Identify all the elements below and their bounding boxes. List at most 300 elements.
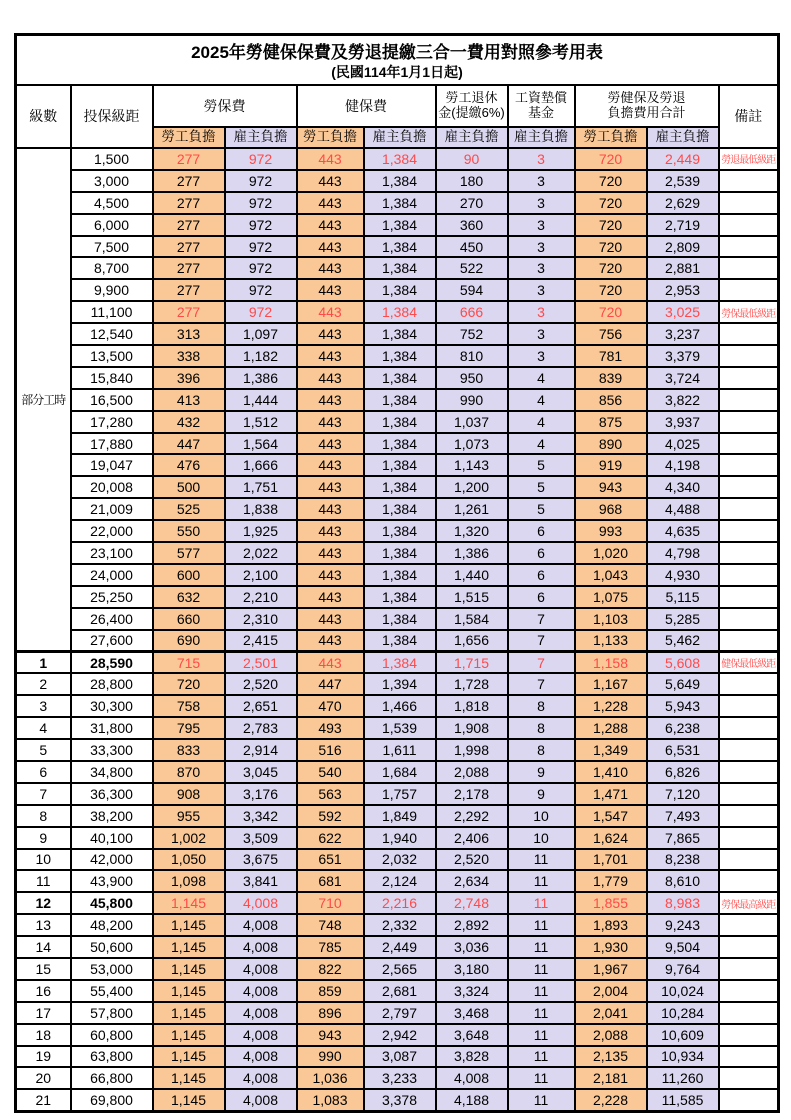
- pension-employer-cell: 2,634: [436, 870, 508, 892]
- note-cell: [719, 476, 779, 498]
- bracket-cell: 19,047: [71, 454, 153, 476]
- labor-employee-cell: 955: [153, 805, 225, 827]
- labor-employee-cell: 577: [153, 542, 225, 564]
- table-row: [16, 1089, 779, 1111]
- note-cell: [719, 433, 779, 455]
- pension-employer-cell: 2,088: [436, 761, 508, 783]
- note-cell: [719, 192, 779, 214]
- note-cell: [719, 214, 779, 236]
- pension-employer-cell: 1,656: [436, 630, 508, 652]
- health-employee-cell: 622: [297, 827, 364, 849]
- health-employee-cell: 443: [297, 586, 364, 608]
- bracket-cell: 15,840: [71, 367, 153, 389]
- total-employer-cell: 3,937: [647, 411, 719, 433]
- level-cell: 5: [16, 739, 71, 761]
- level-cell: 21: [16, 1089, 71, 1111]
- health-employer-cell: 1,384: [364, 345, 436, 367]
- bracket-cell: 21,009: [71, 498, 153, 520]
- level-cell: 15: [16, 958, 71, 980]
- health-employer-cell: 2,449: [364, 936, 436, 958]
- total-employee-cell: 1,133: [575, 630, 647, 652]
- table-row: [16, 827, 779, 849]
- wage-fund-header-line2: 基金: [527, 105, 554, 120]
- total-employee-cell: 919: [575, 454, 647, 476]
- labor-employee-cell: 660: [153, 608, 225, 630]
- labor-employee-cell: 413: [153, 389, 225, 411]
- pension-employer-cell: 990: [436, 389, 508, 411]
- note-cell: [719, 586, 779, 608]
- note-cell: [719, 805, 779, 827]
- note-cell: [719, 520, 779, 542]
- labor-employer-cell: 4,008: [225, 980, 297, 1002]
- level-cell: 3: [16, 695, 71, 717]
- bracket-cell: 63,800: [71, 1046, 153, 1068]
- labor-employee-cell: 870: [153, 761, 225, 783]
- pension-employer-cell: 3,180: [436, 958, 508, 980]
- health-employee-cell: 443: [297, 564, 364, 586]
- labor-employee-cell: 1,098: [153, 870, 225, 892]
- wage-fund-cell: 10: [508, 827, 575, 849]
- labor-employer-cell: 2,651: [225, 695, 297, 717]
- labor-employer-cell: 1,097: [225, 323, 297, 345]
- pension-employer-cell: 360: [436, 214, 508, 236]
- level-cell: 13: [16, 914, 71, 936]
- table-row: [16, 608, 779, 630]
- bracket-cell: 17,880: [71, 433, 153, 455]
- labor-employer-cell: 2,783: [225, 717, 297, 739]
- bracket-cell: 20,008: [71, 476, 153, 498]
- labor-employer-cell: 972: [225, 148, 297, 170]
- bracket-cell: 28,590: [71, 651, 153, 673]
- table-row: [16, 805, 779, 827]
- wage-fund-cell: 4: [508, 367, 575, 389]
- wage-fund-cell: 7: [508, 608, 575, 630]
- health-employer-cell: 1,384: [364, 433, 436, 455]
- pension-employer-cell: 1,728: [436, 673, 508, 695]
- note-cell: 勞退最低級距: [719, 148, 779, 170]
- health-employee-cell: 896: [297, 1002, 364, 1024]
- table-row: [16, 564, 779, 586]
- total-employer-cell: 4,488: [647, 498, 719, 520]
- total-employer-cell: 3,822: [647, 389, 719, 411]
- total-employer-cell: 10,934: [647, 1046, 719, 1068]
- health-employer-cell: 1,384: [364, 214, 436, 236]
- table-row: [16, 433, 779, 455]
- labor-employer-cell: 1,666: [225, 454, 297, 476]
- labor-employer-cell: 2,415: [225, 630, 297, 652]
- labor-employee-cell: 1,145: [153, 914, 225, 936]
- total-employee-cell: 856: [575, 389, 647, 411]
- total-employer-cell: 4,340: [647, 476, 719, 498]
- level-cell: 8: [16, 805, 71, 827]
- total-employee-cell: 1,930: [575, 936, 647, 958]
- note-cell: [719, 783, 779, 805]
- wage-fund-header-line1: 工資墊償: [514, 90, 567, 106]
- labor-employer-cell: 4,008: [225, 936, 297, 958]
- health-employer-cell: 1,384: [364, 148, 436, 170]
- total-employer-cell: 3,237: [647, 323, 719, 345]
- bracket-cell: 45,800: [71, 892, 153, 914]
- note-cell: [719, 323, 779, 345]
- pension-employer-cell: 1,200: [436, 476, 508, 498]
- health-employee-cell: 859: [297, 980, 364, 1002]
- level-cell: 1: [16, 651, 71, 673]
- labor-employer-cell: 3,841: [225, 870, 297, 892]
- bracket-cell: 28,800: [71, 673, 153, 695]
- health-employer-cell: 1,384: [364, 323, 436, 345]
- total-employee-cell: 1,167: [575, 673, 647, 695]
- labor-employer-cell: 2,520: [225, 673, 297, 695]
- bracket-cell: 24,000: [71, 564, 153, 586]
- note-cell: [719, 980, 779, 1002]
- table-row: [16, 958, 779, 980]
- pension-employer-cell: 1,584: [436, 608, 508, 630]
- pension-employer-cell: 450: [436, 236, 508, 258]
- labor-employer-cell: 3,045: [225, 761, 297, 783]
- total-employee-cell: 720: [575, 214, 647, 236]
- total-employer-cell: 2,539: [647, 170, 719, 192]
- pension-employer-cell: 1,143: [436, 454, 508, 476]
- health-employer-cell: 1,384: [364, 411, 436, 433]
- subheader-labor-employee: 勞工負擔: [153, 127, 225, 148]
- bracket-cell: 8,700: [71, 257, 153, 279]
- labor-employer-cell: 2,022: [225, 542, 297, 564]
- pension-employer-cell: 2,406: [436, 827, 508, 849]
- table-row: [16, 1002, 779, 1024]
- total-employer-cell: 8,610: [647, 870, 719, 892]
- wage-fund-cell: 11: [508, 914, 575, 936]
- col-header-note: 備註: [719, 85, 779, 148]
- health-employee-cell: 748: [297, 914, 364, 936]
- health-employee-cell: 443: [297, 214, 364, 236]
- health-employer-cell: 1,384: [364, 586, 436, 608]
- health-employer-cell: 1,394: [364, 673, 436, 695]
- wage-fund-cell: 8: [508, 695, 575, 717]
- total-employee-cell: 1,288: [575, 717, 647, 739]
- total-employee-cell: 875: [575, 411, 647, 433]
- pension-employer-cell: 1,908: [436, 717, 508, 739]
- table-row: [16, 630, 779, 652]
- health-employer-cell: 3,233: [364, 1067, 436, 1089]
- health-employee-cell: 443: [297, 236, 364, 258]
- note-cell: [719, 454, 779, 476]
- labor-employer-cell: 4,008: [225, 1089, 297, 1111]
- health-employee-cell: 443: [297, 345, 364, 367]
- table-row: [16, 236, 779, 258]
- pension-employer-cell: 1,073: [436, 433, 508, 455]
- labor-employer-cell: 2,210: [225, 586, 297, 608]
- total-employer-cell: 3,025: [647, 301, 719, 323]
- bracket-cell: 50,600: [71, 936, 153, 958]
- health-employer-cell: 1,384: [364, 564, 436, 586]
- health-employer-cell: 2,216: [364, 892, 436, 914]
- labor-employer-cell: 2,501: [225, 651, 297, 673]
- total-employee-cell: 993: [575, 520, 647, 542]
- note-cell: [719, 827, 779, 849]
- pension-employer-cell: 666: [436, 301, 508, 323]
- total-employer-cell: 2,809: [647, 236, 719, 258]
- labor-employee-cell: 277: [153, 170, 225, 192]
- total-employee-cell: 1,855: [575, 892, 647, 914]
- col-header-labor-insurance: 勞保費: [153, 85, 297, 127]
- labor-employee-cell: 277: [153, 148, 225, 170]
- labor-employee-cell: 1,002: [153, 827, 225, 849]
- bracket-cell: 4,500: [71, 192, 153, 214]
- note-cell: [719, 389, 779, 411]
- subheader-total-employer: 雇主負擔: [647, 127, 719, 148]
- labor-employee-cell: 277: [153, 301, 225, 323]
- labor-employee-cell: 1,145: [153, 892, 225, 914]
- wage-fund-cell: 6: [508, 586, 575, 608]
- total-employer-cell: 8,238: [647, 849, 719, 871]
- table-subtitle: (民國114年1月1日起): [331, 64, 463, 81]
- total-employee-cell: 720: [575, 148, 647, 170]
- wage-fund-cell: 3: [508, 192, 575, 214]
- wage-fund-cell: 11: [508, 870, 575, 892]
- total-employee-cell: 720: [575, 301, 647, 323]
- level-cell: 7: [16, 783, 71, 805]
- total-employer-cell: 5,462: [647, 630, 719, 652]
- note-cell: [719, 1089, 779, 1111]
- bracket-cell: 69,800: [71, 1089, 153, 1111]
- total-employee-cell: 1,410: [575, 761, 647, 783]
- health-employee-cell: 493: [297, 717, 364, 739]
- wage-fund-cell: 3: [508, 345, 575, 367]
- table-row: [16, 345, 779, 367]
- total-employer-cell: 5,115: [647, 586, 719, 608]
- table-row: [16, 170, 779, 192]
- wage-fund-cell: 5: [508, 498, 575, 520]
- total-employer-cell: 6,531: [647, 739, 719, 761]
- bracket-cell: 13,500: [71, 345, 153, 367]
- labor-employer-cell: 1,751: [225, 476, 297, 498]
- total-employer-cell: 2,449: [647, 148, 719, 170]
- health-employer-cell: 2,797: [364, 1002, 436, 1024]
- wage-fund-cell: 6: [508, 520, 575, 542]
- wage-fund-cell: 5: [508, 476, 575, 498]
- labor-employer-cell: 972: [225, 257, 297, 279]
- note-cell: [719, 958, 779, 980]
- wage-fund-cell: 11: [508, 892, 575, 914]
- bracket-cell: 12,540: [71, 323, 153, 345]
- level-cell: 11: [16, 870, 71, 892]
- health-employer-cell: 1,611: [364, 739, 436, 761]
- subheader-health-employer: 雇主負擔: [364, 127, 436, 148]
- labor-employer-cell: 4,008: [225, 1067, 297, 1089]
- total-employee-cell: 2,135: [575, 1046, 647, 1068]
- pension-employer-cell: 810: [436, 345, 508, 367]
- table-row: [16, 783, 779, 805]
- health-employer-cell: 1,384: [364, 170, 436, 192]
- bracket-cell: 27,600: [71, 630, 153, 652]
- table-row: [16, 214, 779, 236]
- bracket-cell: 66,800: [71, 1067, 153, 1089]
- labor-employee-cell: 1,145: [153, 980, 225, 1002]
- subheader-wage-fund-employer: 雇主負擔: [508, 127, 575, 148]
- total-employee-cell: 720: [575, 170, 647, 192]
- labor-employee-cell: 550: [153, 520, 225, 542]
- labor-employee-cell: 720: [153, 673, 225, 695]
- health-employer-cell: 1,384: [364, 192, 436, 214]
- total-employer-cell: 7,493: [647, 805, 719, 827]
- labor-employer-cell: 1,512: [225, 411, 297, 433]
- bracket-cell: 55,400: [71, 980, 153, 1002]
- table-row: [16, 586, 779, 608]
- labor-employer-cell: 972: [225, 279, 297, 301]
- bracket-cell: 22,000: [71, 520, 153, 542]
- note-cell: [719, 695, 779, 717]
- table-row: [16, 148, 779, 170]
- labor-employer-cell: 972: [225, 214, 297, 236]
- bracket-cell: 31,800: [71, 717, 153, 739]
- total-employer-cell: 10,609: [647, 1024, 719, 1046]
- pension-employer-cell: 1,320: [436, 520, 508, 542]
- health-employer-cell: 1,940: [364, 827, 436, 849]
- health-employee-cell: 443: [297, 170, 364, 192]
- table-row: [16, 520, 779, 542]
- level-cell: 4: [16, 717, 71, 739]
- total-employer-cell: 9,243: [647, 914, 719, 936]
- health-employer-cell: 1,684: [364, 761, 436, 783]
- health-employer-cell: 1,384: [364, 257, 436, 279]
- labor-employer-cell: 4,008: [225, 914, 297, 936]
- total-employee-cell: 1,701: [575, 849, 647, 871]
- col-header-health-insurance: 健保費: [297, 85, 436, 127]
- labor-employer-cell: 4,008: [225, 958, 297, 980]
- table-row: [16, 717, 779, 739]
- bracket-cell: 34,800: [71, 761, 153, 783]
- bracket-cell: 30,300: [71, 695, 153, 717]
- labor-employer-cell: 972: [225, 301, 297, 323]
- health-employee-cell: 443: [297, 476, 364, 498]
- table-row: [16, 192, 779, 214]
- wage-fund-cell: 11: [508, 936, 575, 958]
- wage-fund-cell: 7: [508, 673, 575, 695]
- note-cell: [719, 717, 779, 739]
- total-employer-cell: 2,953: [647, 279, 719, 301]
- total-employee-cell: 839: [575, 367, 647, 389]
- bracket-cell: 23,100: [71, 542, 153, 564]
- labor-employee-cell: 525: [153, 498, 225, 520]
- bracket-cell: 1,500: [71, 148, 153, 170]
- total-employee-cell: 2,088: [575, 1024, 647, 1046]
- bracket-cell: 16,500: [71, 389, 153, 411]
- note-cell: [719, 870, 779, 892]
- health-employee-cell: 443: [297, 323, 364, 345]
- health-employee-cell: 443: [297, 257, 364, 279]
- labor-employer-cell: 3,176: [225, 783, 297, 805]
- labor-employer-cell: 1,444: [225, 389, 297, 411]
- pension-employer-cell: 180: [436, 170, 508, 192]
- pension-employer-cell: 2,748: [436, 892, 508, 914]
- level-cell: 19: [16, 1046, 71, 1068]
- wage-fund-cell: 3: [508, 214, 575, 236]
- subheader-labor-employer: 雇主負擔: [225, 127, 297, 148]
- labor-employer-cell: 972: [225, 236, 297, 258]
- level-cell: 16: [16, 980, 71, 1002]
- health-employer-cell: 1,384: [364, 651, 436, 673]
- pension-employer-cell: 522: [436, 257, 508, 279]
- table-row: [16, 849, 779, 871]
- wage-fund-cell: 11: [508, 958, 575, 980]
- table-row: [16, 1046, 779, 1068]
- total-employee-cell: 720: [575, 236, 647, 258]
- labor-employee-cell: 500: [153, 476, 225, 498]
- total-employee-cell: 720: [575, 192, 647, 214]
- pension-employer-cell: 2,892: [436, 914, 508, 936]
- pension-employer-cell: 270: [436, 192, 508, 214]
- health-employee-cell: 563: [297, 783, 364, 805]
- bracket-cell: 43,900: [71, 870, 153, 892]
- labor-employer-cell: 1,838: [225, 498, 297, 520]
- wage-fund-cell: 3: [508, 323, 575, 345]
- table-row: [16, 1024, 779, 1046]
- wage-fund-cell: 9: [508, 783, 575, 805]
- health-employee-cell: 443: [297, 498, 364, 520]
- labor-employer-cell: 972: [225, 170, 297, 192]
- labor-employer-cell: 4,008: [225, 1002, 297, 1024]
- health-employer-cell: 1,384: [364, 608, 436, 630]
- total-employee-cell: 2,181: [575, 1067, 647, 1089]
- note-cell: 勞保最低級距: [719, 301, 779, 323]
- health-employer-cell: 3,087: [364, 1046, 436, 1068]
- pension-employer-cell: 1,037: [436, 411, 508, 433]
- health-employer-cell: 2,681: [364, 980, 436, 1002]
- wage-fund-cell: 11: [508, 1024, 575, 1046]
- health-employee-cell: 443: [297, 279, 364, 301]
- total-employer-cell: 8,983: [647, 892, 719, 914]
- labor-employer-cell: 3,342: [225, 805, 297, 827]
- health-employee-cell: 447: [297, 673, 364, 695]
- table-row: [16, 257, 779, 279]
- pension-employer-cell: 4,008: [436, 1067, 508, 1089]
- labor-employer-cell: 972: [225, 192, 297, 214]
- health-employee-cell: 822: [297, 958, 364, 980]
- total-employer-cell: 2,719: [647, 214, 719, 236]
- bracket-cell: 38,200: [71, 805, 153, 827]
- note-cell: [719, 564, 779, 586]
- total-employer-cell: 9,504: [647, 936, 719, 958]
- pension-employer-cell: 752: [436, 323, 508, 345]
- col-header-pension: [436, 85, 508, 127]
- pension-employer-cell: 1,998: [436, 739, 508, 761]
- table-row: [16, 454, 779, 476]
- level-cell: 20: [16, 1067, 71, 1089]
- health-employee-cell: 443: [297, 367, 364, 389]
- pension-employer-cell: 1,386: [436, 542, 508, 564]
- pension-employer-cell: 1,440: [436, 564, 508, 586]
- table-title-cell: [16, 35, 779, 86]
- pension-employer-cell: 3,036: [436, 936, 508, 958]
- wage-fund-cell: 8: [508, 739, 575, 761]
- total-employer-cell: 2,881: [647, 257, 719, 279]
- total-employee-cell: 1,349: [575, 739, 647, 761]
- wage-fund-cell: 7: [508, 651, 575, 673]
- total-employer-cell: 5,608: [647, 651, 719, 673]
- bracket-cell: 33,300: [71, 739, 153, 761]
- note-cell: [719, 1067, 779, 1089]
- wage-fund-cell: 11: [508, 1067, 575, 1089]
- note-cell: [719, 914, 779, 936]
- table-row: [16, 301, 779, 323]
- total-employer-cell: 4,198: [647, 454, 719, 476]
- health-employer-cell: 1,384: [364, 520, 436, 542]
- labor-employee-cell: 432: [153, 411, 225, 433]
- health-employee-cell: 651: [297, 849, 364, 871]
- wage-fund-cell: 11: [508, 849, 575, 871]
- total-employee-cell: 1,893: [575, 914, 647, 936]
- labor-employer-cell: 4,008: [225, 1046, 297, 1068]
